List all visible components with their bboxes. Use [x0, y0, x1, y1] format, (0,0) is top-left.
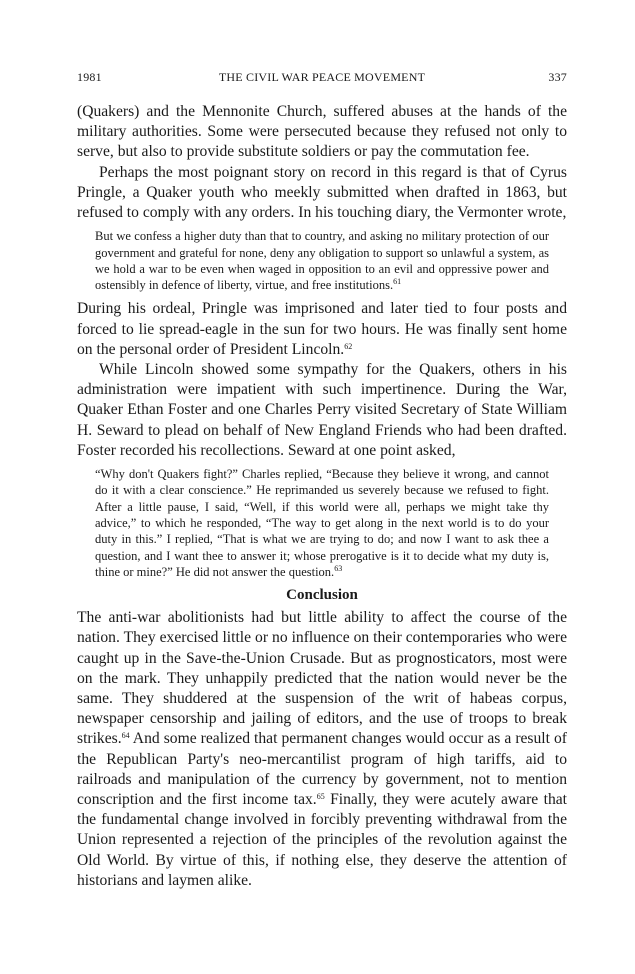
- quote-pringle-text: [95, 228, 549, 293]
- paragraph-4: While Lincoln showed some sympathy for the Quakers, others in his administration were impatient with such impertinence. During the War, Quaker Ethan Foster and one Charles Perry visited Secretary of State William H. Seward to plead on behalf of New England Friends who had been drafted. Foster recorded his recollections. Seward at one point asked,: [77, 361, 567, 459]
- paragraph-5-part-a: The anti-war abolitionists had but little ability to affect the course of the nation. They exercised little or no influence on their contemporaries who were caught up in the Save-the-Union Crusade. But as prognosticators, most were on the mark. They unhappily predicted that the nation would never be the same. They shuddered at the suspension of the writ of habeas corpus, newspaper censorship and jailing of editors, and the use of troops to break strikes.: [77, 609, 567, 748]
- footnote-ref-63: 63: [334, 563, 343, 573]
- footnote-ref-65: 65: [316, 791, 325, 801]
- paragraph-1: (Quakers) and the Mennonite Church, suffered abuses at the hands of the military authorities. Some were persecuted because they refused not only to serve, but also to provide substitute soldiers or pay the commutation fee.: [77, 103, 567, 161]
- footnote-ref-64: 64: [121, 731, 130, 741]
- paragraph-2: Perhaps the most poignant story on record in this regard is that of Cyrus Pringle, a Quaker youth who meekly submitted when drafted in 1863, but refused to comply with any orders. In his touching diary, the Vermonter wrote,: [77, 163, 567, 222]
- quote-foster-text: [95, 466, 549, 580]
- footnote-ref-61: 61: [393, 277, 402, 287]
- paragraph-3: [77, 299, 567, 360]
- paragraph-3-body: During his ordeal, Pringle was imprisoned and later tied to four posts and forced to lie spread-eagle in the sun for two hours. He was finally sent home on the personal order of President Lincoln.: [77, 300, 567, 358]
- paragraph-5: [77, 608, 567, 891]
- paragraph-5-part-b: And some realized that permanent changes would occur as a result of the Republican Party's neo-mercantilist program of high tariffs, aid to railroads and manipulation of the currency by government, not to mention conscription and the first income tax.: [77, 730, 567, 808]
- running-header: [77, 70, 567, 90]
- quote-foster-body: “Why don't Quakers fight?” Charles replied, “Because they believe it wrong, and cannot do it with a clear conscience.” He reprimanded us severely because we refused to fight. After a little pause, I said, “Well, if this world were all, perhaps we might take thy advice,” to which he responded, “The way to get along in the next world is to do your duty in this.” I replied, “That is what we are trying to do; and now I want to ask thee a question, and I want thee to answer it; whose prerogative is it to decide what my duty is, thine or mine?” He did not answer the question.: [95, 467, 549, 579]
- footnote-ref-62: 62: [344, 341, 353, 351]
- section-heading-conclusion: Conclusion: [286, 587, 358, 604]
- journal-page: [77, 70, 567, 891]
- block-quote-pringle: [95, 228, 549, 293]
- header-year: 1981: [77, 70, 102, 84]
- article-body: [77, 102, 567, 891]
- paragraph-5-part-c: Finally, they were acutely aware that the fundamental change involved in forcibly preventing withdrawal from the Union represented a rejection of the principles of the revolution against the Old World. By virtue of this, if nothing else, they deserve the attention of historians and laymen alike.: [77, 790, 568, 889]
- block-quote-foster: [95, 466, 549, 580]
- header-page-number: 337: [548, 70, 567, 84]
- quote-pringle-body: But we confess a higher duty than that to country, and asking no military protection of our government and grateful for none, deny any obligation to support so unlawful a system, as we hold a war to be even when waged in opposition to an evil and oppressive power and ostensibly in defence of liberty, virtue, and free institutions.: [95, 229, 549, 293]
- header-title: THE CIVIL WAR PEACE MOVEMENT: [218, 70, 426, 84]
